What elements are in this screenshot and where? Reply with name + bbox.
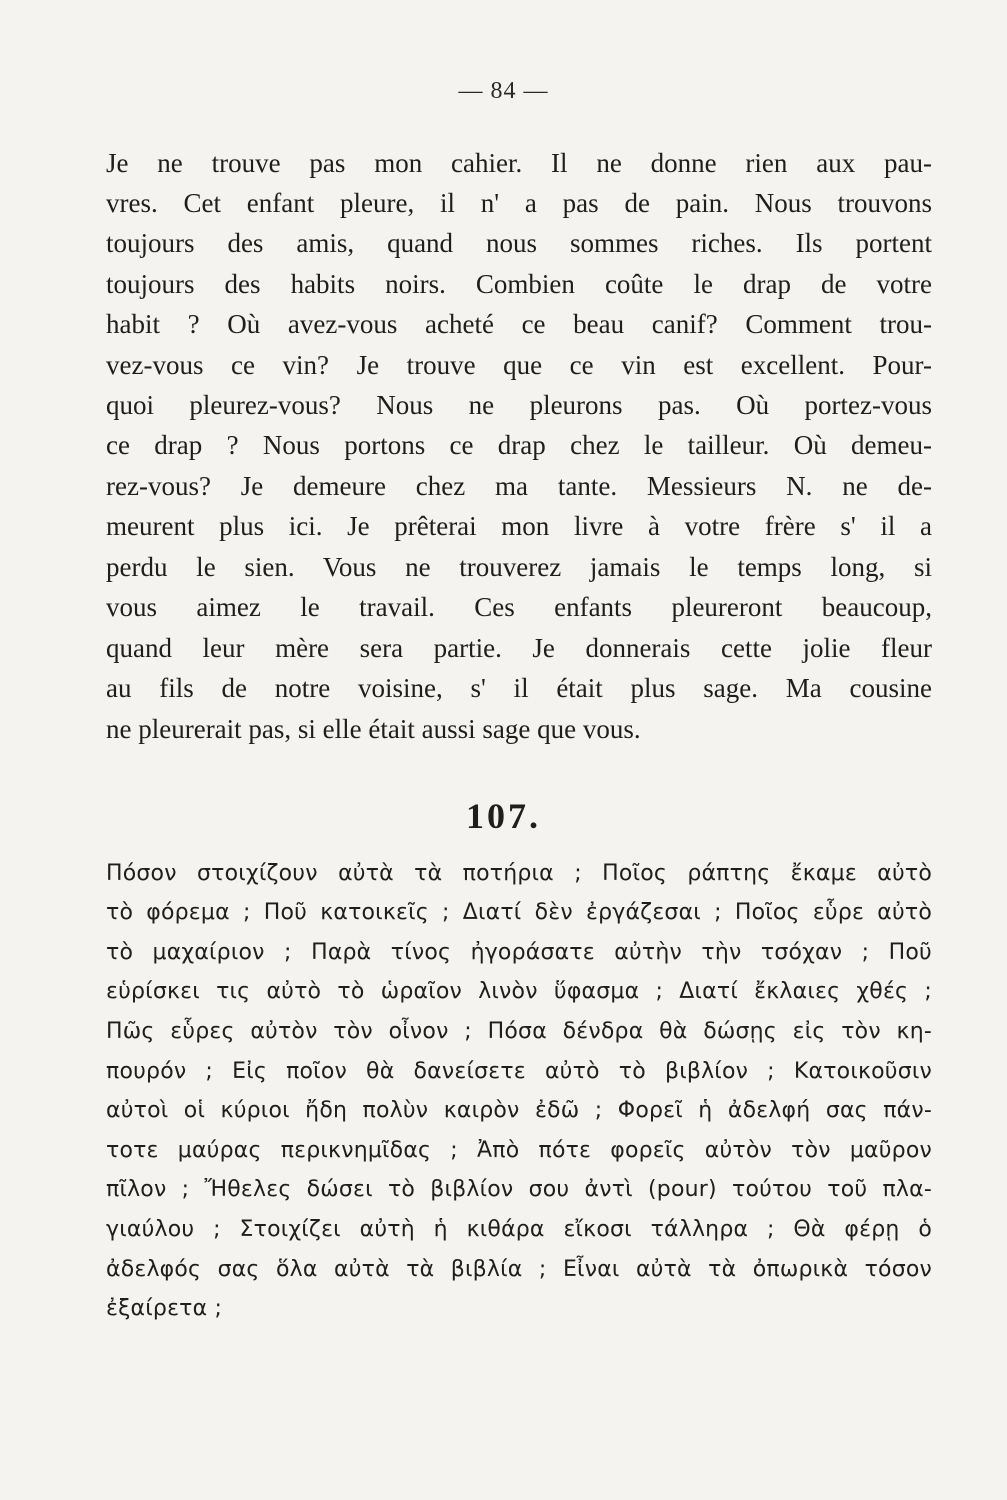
french-line: au fils de notre voisine, s' il était plus sage. Ma cousine	[106, 673, 932, 703]
french-line: vez-vous ce vin? Je trouve que ce vin est excellent. Pour-	[106, 350, 932, 380]
french-line: ne pleurerait pas, si elle était aussi sage que vous.	[106, 714, 641, 744]
french-line: meurent plus ici. Je prêterai mon livre à votre frère s' il a	[106, 511, 932, 541]
french-line: ce drap ? Nous portons ce drap chez le tailleur. Où demeu-	[106, 430, 932, 460]
greek-line: τοτε μαύρας περικνημῖδας ; Ἀπὸ πότε φορεῖς αὐτὸν τὸν μαῦρον	[106, 1138, 932, 1163]
greek-line: τὸ φόρεμα ; Ποῦ κατοικεῖς ; Διατί δὲν ἐργάζεσαι ; Ποῖος εὗρε αὐτὸ	[106, 900, 932, 925]
french-line: vres. Cet enfant pleure, il n' a pas de pain. Nous trouvons	[106, 188, 932, 218]
greek-line: ἀδελφός σας ὅλα αὐτὰ τὰ βιβλία ; Εἶναι αὐτὰ τὰ ὀπωρικὰ τόσον	[106, 1257, 932, 1282]
french-line: Je ne trouve pas mon cahier. Il ne donne rien aux pau-	[106, 148, 932, 178]
greek-line: πουρόν ; Εἰς ποῖον θὰ δανείσετε αὐτὸ τὸ βιβλίον ; Κατοικοῦσιν	[106, 1059, 932, 1084]
greek-line: τὸ μαχαίριον ; Παρὰ τίνος ἠγοράσατε αὐτὴν τὴν τσόχαν ; Ποῦ	[106, 940, 932, 965]
french-line: habit ? Où avez-vous acheté ce beau canif? Comment trou-	[106, 309, 932, 339]
french-line: vous aimez le travail. Ces enfants pleureront beaucoup,	[106, 592, 932, 622]
french-line: rez-vous? Je demeure chez ma tante. Messieurs N. ne de-	[106, 471, 932, 501]
french-line: perdu le sien. Vous ne trouverez jamais le temps long, si	[106, 552, 932, 582]
french-line: quand leur mère sera partie. Je donnerais cette jolie fleur	[106, 633, 932, 663]
greek-line: γιαύλου ; Στοιχίζει αὐτὴ ἡ κιθάρα εἴκοσι τάλληρα ; Θὰ φέρῃ ὁ	[106, 1217, 932, 1242]
french-line: quoi pleurez-vous? Nous ne pleurons pas. Où portez-vous	[106, 390, 932, 420]
greek-line: εὑρίσκει τις αὐτὸ τὸ ὡραῖον λινὸν ὕφασμα ; Διατί ἔκλαιες χθές ;	[106, 979, 932, 1004]
french-line: toujours des habits noirs. Combien coûte le drap de votre	[106, 269, 932, 299]
greek-line: αὐτοὶ οἱ κύριοι ἤδη πολὺν καιρὸν ἐδῶ ; Φορεῖ ἡ ἀδελφή σας πάν-	[106, 1098, 932, 1123]
greek-line: Πόσον στοιχίζουν αὐτὰ τὰ ποτήρια ; Ποῖος ράπτης ἔκαμε αὐτὸ	[106, 861, 932, 886]
french-line: toujours des amis, quand nous sommes riches. Ils portent	[106, 228, 932, 258]
greek-line: πῖλον ; Ἤθελες δώσει τὸ βιβλίον σου ἀντὶ (pour) τούτου τοῦ πλα-	[106, 1177, 932, 1202]
page-number: — 84 —	[458, 78, 549, 104]
exercise-number: 107.	[466, 796, 541, 836]
greek-line: Πῶς εὗρες αὐτὸν τὸν οἶνον ; Πόσα δένδρα θὰ δώσῃς εἰς τὸν κη-	[106, 1019, 932, 1044]
greek-line: ἐξαίρετα ;	[106, 1296, 223, 1321]
